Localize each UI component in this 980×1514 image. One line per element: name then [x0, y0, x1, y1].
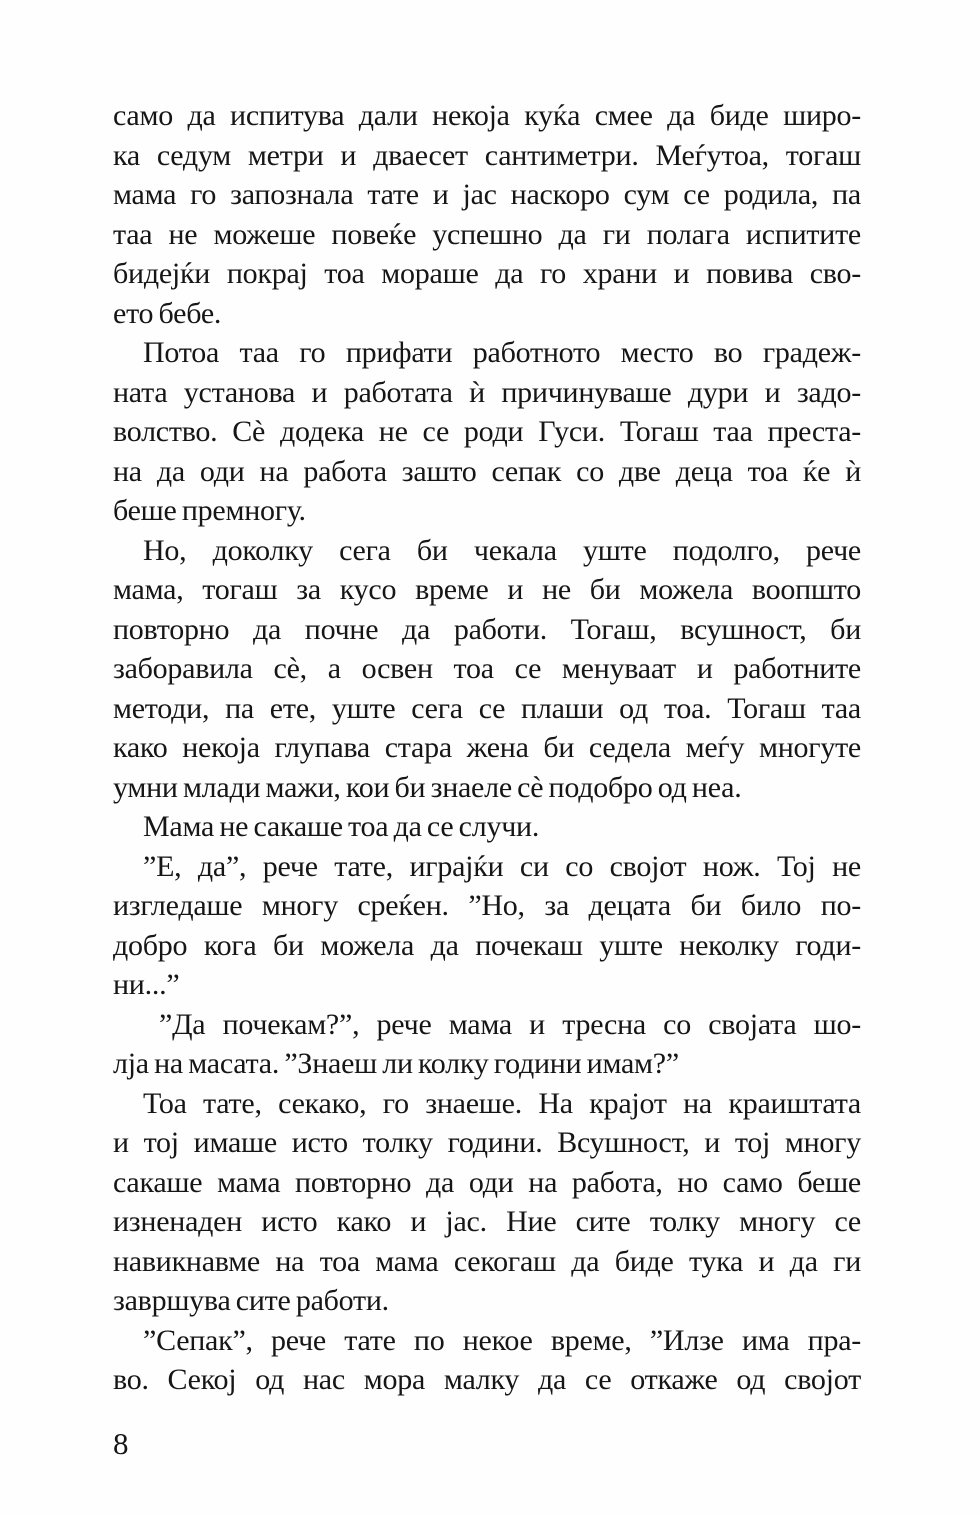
text-line: изгледаше многу среќен. ”Но, за децата би било по-	[113, 889, 861, 922]
text-line: Тоа тате, секако, го знаеше. На крајот на краиштата	[143, 1086, 861, 1120]
text-line: добро кога би можела да почекаш уште неколку годи-	[113, 928, 861, 962]
text-line: лја на масата. ”Знаеш ли колку години имам?”	[113, 1047, 679, 1080]
paragraph	[113, 1005, 861, 1084]
text-line: ”Е, да”, рече тате, играјќи си со својот нож. Тој не	[143, 849, 861, 883]
text-line: ”Сепак”, рече тате по некое време, ”Илзе има пра-	[143, 1323, 861, 1357]
text-line: повторно да почне да работи. Тогаш, всушност, би	[113, 612, 861, 646]
text-line: и тој имаше исто толку години. Всушност, и тој многу	[113, 1126, 861, 1159]
text-line: изненаден исто како и јас. Ние сите толку многу се	[113, 1205, 861, 1238]
text-line: Мама не сакаше тоа да се случи.	[143, 810, 540, 843]
text-line: ната установа и работата ѝ причинуваше дури и задо-	[113, 375, 861, 409]
text-block	[113, 96, 861, 1400]
text-line: Потоа таа го прифати работното место во градеж-	[143, 336, 861, 369]
paragraph	[113, 531, 861, 808]
text-line: ка седум метри и дваесет сантиметри. Меѓутоа, тогаш	[113, 138, 861, 172]
paragraph	[113, 807, 861, 847]
text-line: навикнавме на тоа мама секогаш да биде тука и да ги	[113, 1244, 861, 1278]
text-line: волство. Сè додека не се роди Гуси. Тогаш таа преста-	[113, 415, 861, 448]
text-line: само да испитува дали некоја куќа смее да биде широ-	[113, 99, 861, 132]
text-line: Но, доколку сега би чекала уште подолго, рече	[143, 533, 861, 567]
text-line: мама, тогаш за кусо време и не би можела воопшто	[113, 573, 861, 606]
text-line: таа не можеше повеќе успешно да ги полага испитите	[113, 217, 861, 251]
text-line: беше премногу.	[113, 494, 306, 527]
paragraph	[113, 333, 861, 531]
text-line: бидејќи покрај тоа мораше да го храни и повива сво-	[113, 257, 861, 290]
text-line: ”Да почекам?”, рече мама и тресна со својата шо-	[159, 1007, 861, 1041]
text-line: сакаше мама повторно да оди на работа, но само беше	[113, 1165, 861, 1199]
page-number: 8	[113, 1426, 129, 1461]
text-line: умни млади мажи, кои би знаеле сè подобро од неа.	[113, 770, 742, 804]
text-line: во. Секој од нас мора малку да се откаже од својот	[113, 1363, 861, 1396]
text-line: како некоја глупава стара жена би седела меѓу многуте	[113, 731, 861, 764]
text-line: заборавила сè, а освен тоа се менуваат и работните	[113, 652, 861, 685]
paragraph	[113, 1084, 861, 1321]
paragraph	[113, 96, 861, 333]
text-line: ни...”	[113, 968, 180, 1001]
text-line: завршува сите работи.	[113, 1284, 389, 1317]
paragraph	[113, 1321, 861, 1400]
text-line: на да оди на работа зашто сепак со две деца тоа ќе ѝ	[113, 454, 861, 488]
text-line: мама го запознала тате и јас наскоро сум се родила, па	[113, 178, 861, 211]
text-line: методи, па ете, уште сега се плаши од тоа. Тогаш таа	[113, 691, 861, 725]
text-line: ето бебе.	[113, 296, 222, 330]
paragraph	[113, 847, 861, 1005]
